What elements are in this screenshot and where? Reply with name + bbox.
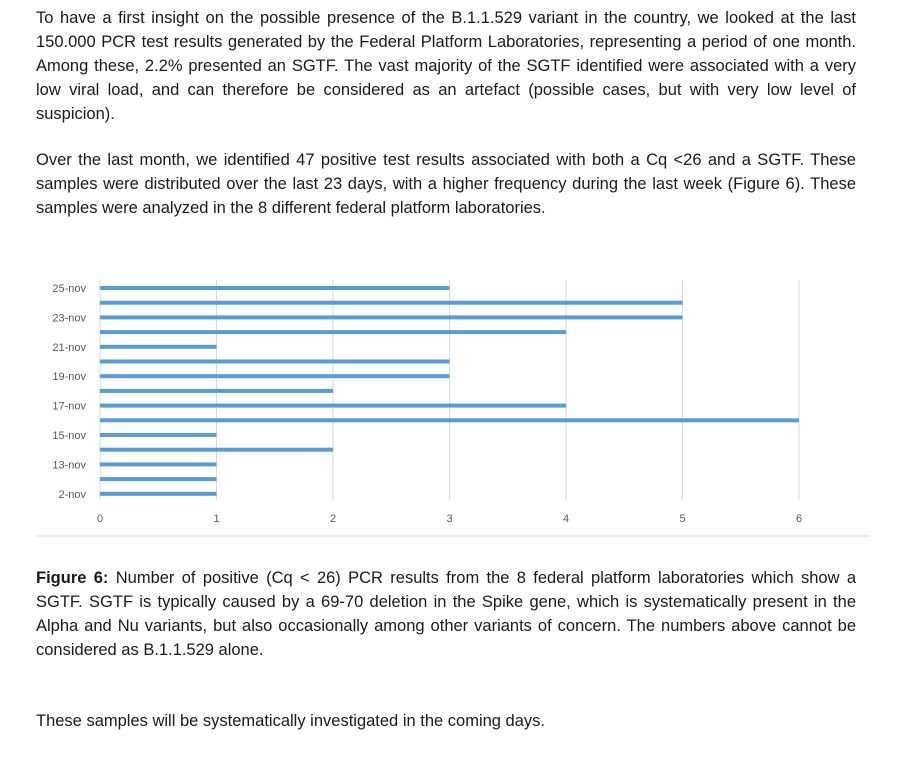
y-tick-label: 23-nov	[52, 312, 86, 325]
bar-10	[100, 345, 217, 349]
paragraph-findings: Over the last month, we identified 47 positive test results associated with both a Cq <26 and a SGTF. These samples were distributed over the last 23 days, with a higher frequency during the last week (Figure 6). These samples were analyzed in the 8 different federal platform laboratories.	[36, 151, 856, 217]
bar-12	[100, 315, 683, 319]
x-tick-label: 1	[213, 513, 220, 525]
figure-caption-label: Figure 6:	[36, 569, 109, 587]
bar-0	[100, 492, 217, 496]
bar-4	[100, 433, 217, 437]
y-tick-label: 25-nov	[52, 283, 86, 295]
bar-3	[100, 448, 333, 452]
bar-1	[100, 477, 217, 481]
paragraph-intro: To have a first insight on the possible presence of the B.1.1.529 variant in the country, we looked at the last 150.000 PCR test results generated by the Federal Platform Laboratories, representing a period of one month. Among these, 2.2% presented an SGTF. The vast majority of the SGTF identified were associated with a very low viral load, and can therefore be considered as an artefact (possible cases, but with very low level of suspicion).	[36, 9, 856, 123]
x-tick-label: 4	[562, 513, 570, 525]
x-tick-label: 2	[329, 513, 337, 525]
figure-caption-text: Number of positive (Cq < 26) PCR results from the 8 federal platform laboratories which show a SGTF. SGTF is typically caused by a 69-70 deletion in the Spike gene, which is systematically present in the Alpha and Nu variants, but also occasionally among other variants of concern. The numbers above cannot be considered as B.1.1.529 alone.	[36, 569, 856, 659]
bar-5	[100, 418, 799, 422]
y-tick-label: 13-nov	[52, 459, 86, 472]
paragraph-closing: These samples will be systematically investigated in the coming days.	[36, 712, 545, 730]
x-tick-label: 5	[679, 513, 686, 525]
bar-7	[100, 389, 333, 393]
bar-2	[100, 462, 217, 466]
x-tick-label: 0	[96, 513, 104, 525]
bar-13	[100, 301, 683, 305]
bar-8	[100, 374, 450, 378]
bar-9	[100, 360, 450, 364]
y-tick-label: 19-nov	[52, 371, 86, 384]
bar-11	[100, 330, 566, 334]
figure-caption	[36, 566, 856, 662]
sgtf-bar-chart	[0, 270, 918, 550]
y-tick-label: 2-nov	[58, 488, 86, 501]
bar-14	[100, 286, 450, 290]
y-tick-label: 15-nov	[52, 430, 86, 442]
bar-6	[100, 404, 566, 408]
y-tick-label: 21-nov	[52, 341, 86, 354]
x-tick-label: 6	[795, 513, 803, 525]
y-tick-label: 17-nov	[52, 400, 86, 413]
x-tick-label: 3	[446, 513, 453, 525]
